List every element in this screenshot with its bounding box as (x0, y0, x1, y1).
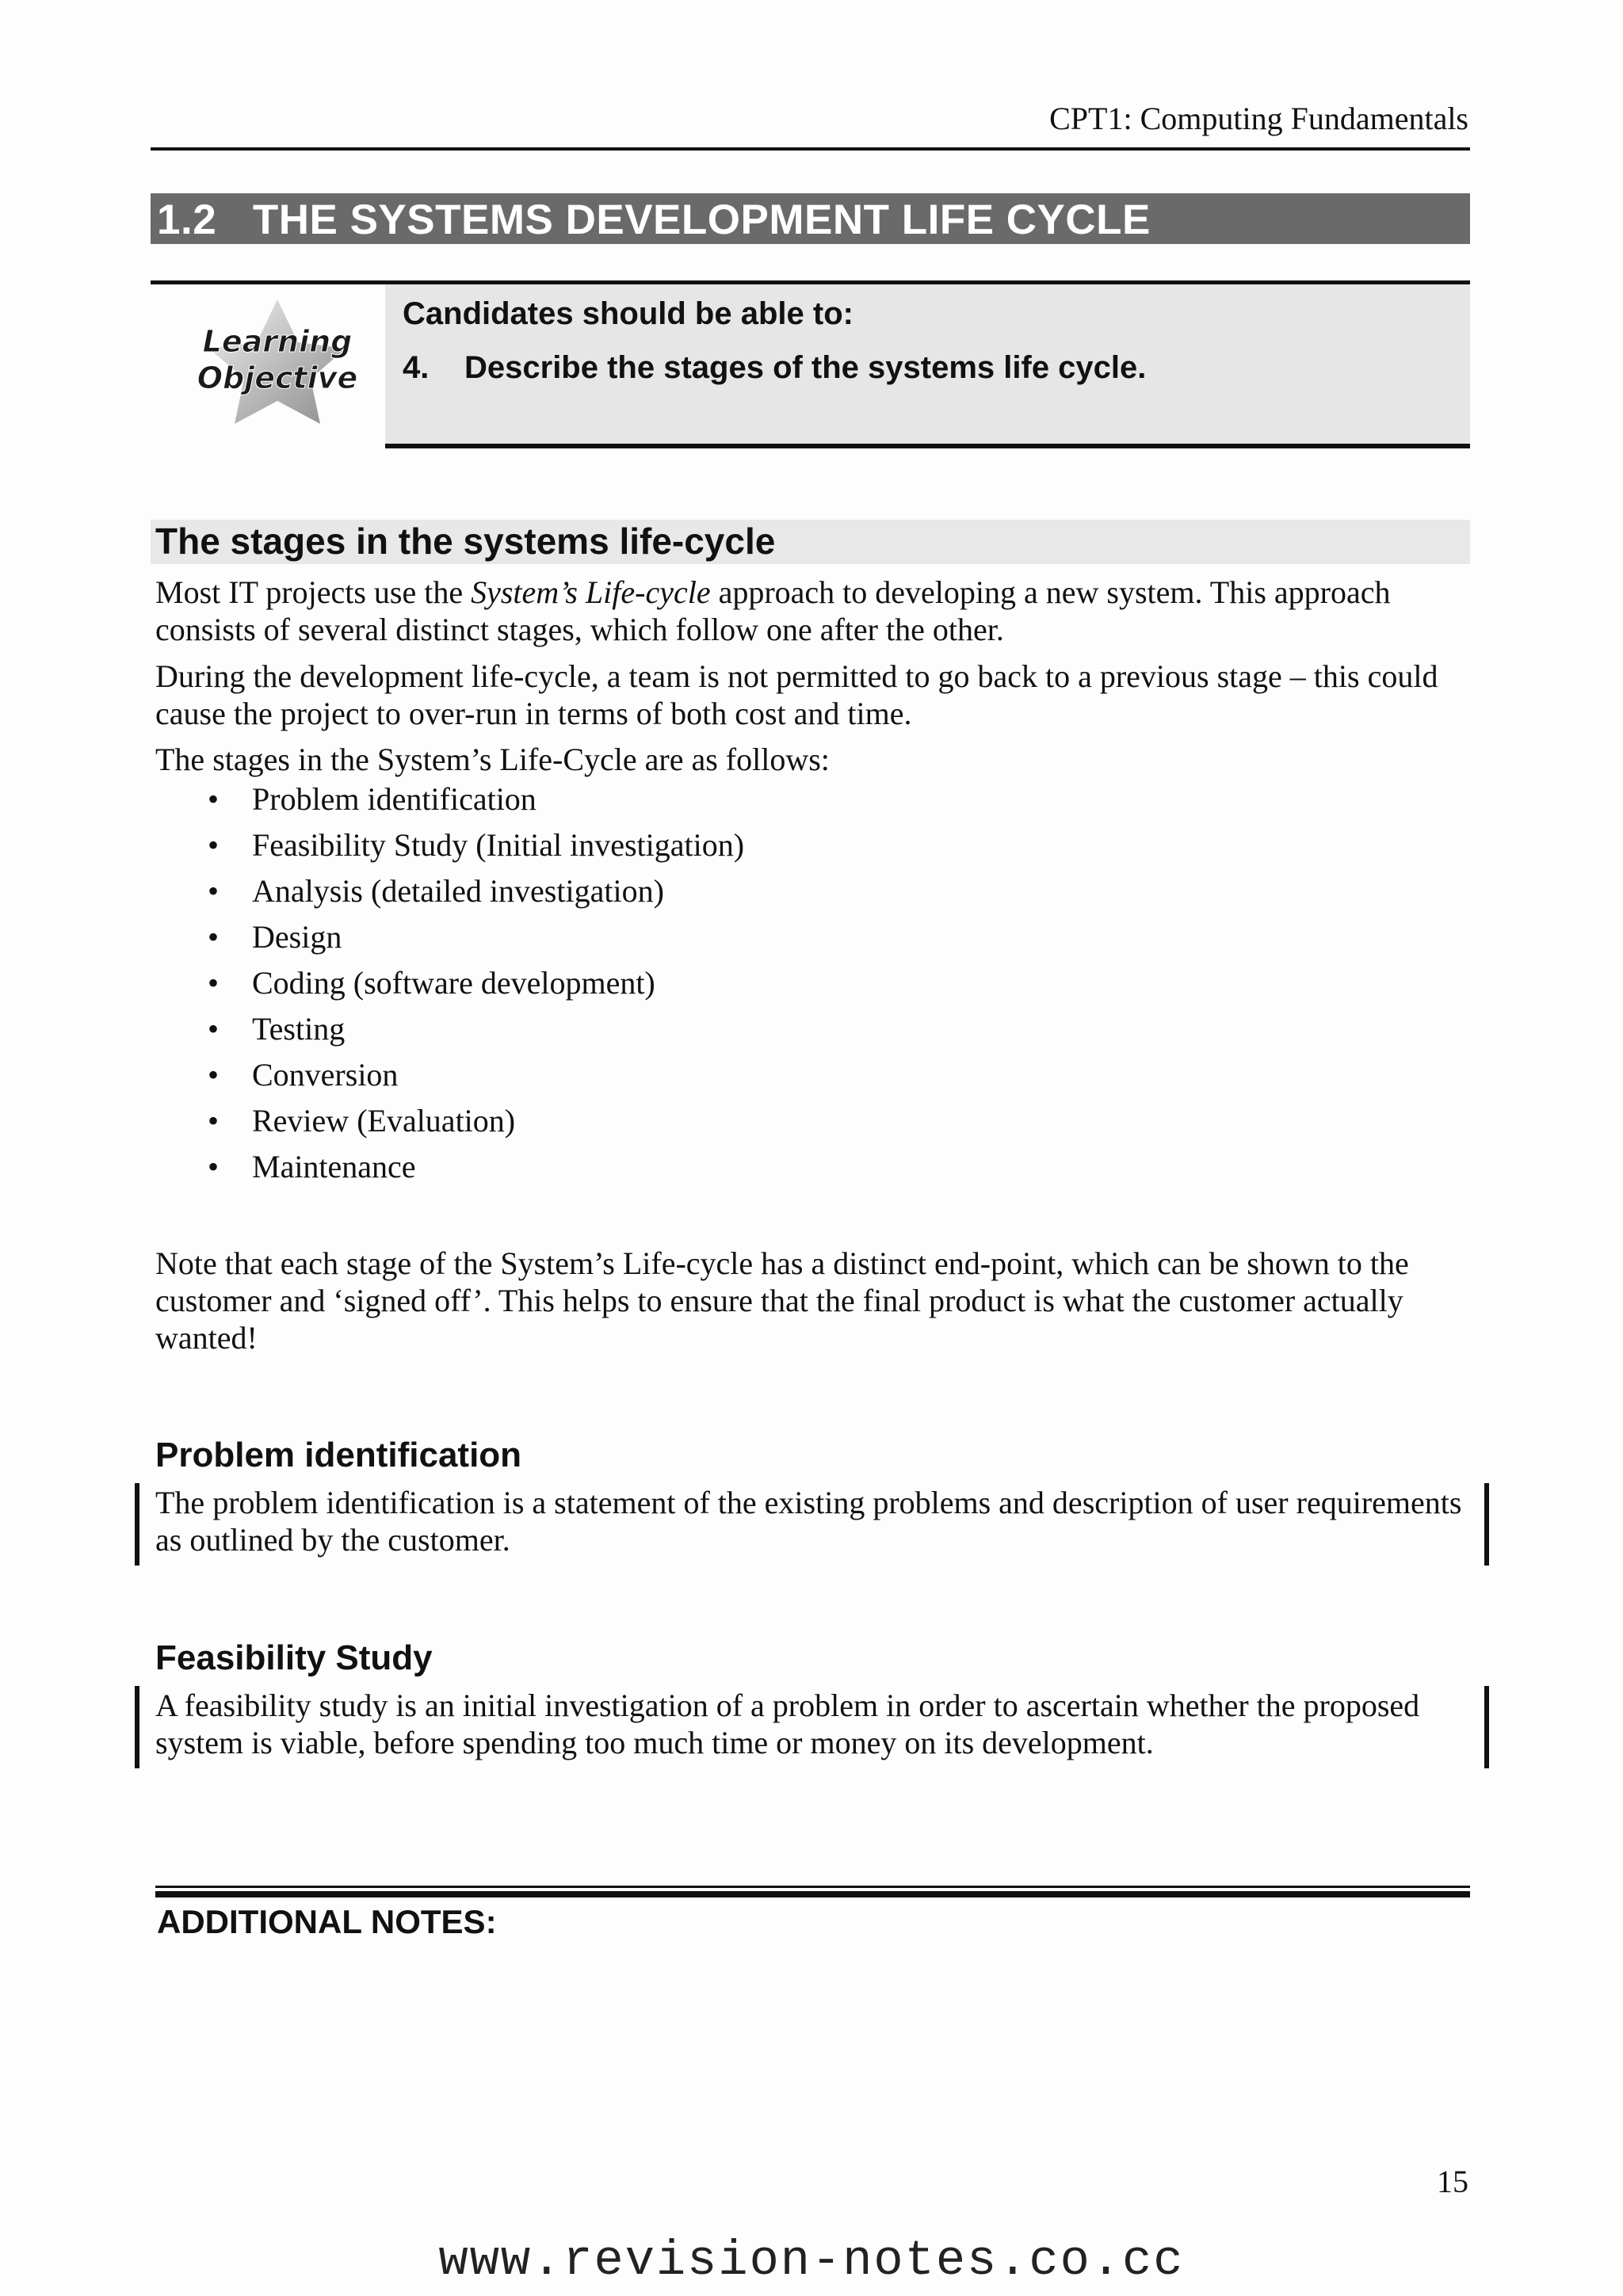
subheading: The stages in the systems life-cycle (155, 521, 776, 562)
problem-identification-heading: Problem identification (155, 1436, 522, 1474)
intro-text-start: Most IT projects use the (155, 574, 472, 610)
stage-label: Feasibility Study (Initial investigation) (252, 827, 745, 863)
additional-notes-heading: ADDITIONAL NOTES: (157, 1903, 497, 1940)
bullet-icon: • (208, 1011, 220, 1047)
stage-label: Coding (software development) (252, 965, 655, 1001)
objective-number: 4. (403, 350, 430, 385)
problem-identification-text: The problem identification is a statement of the existing problems and description of user requirements as outlined by the customer. (155, 1485, 1462, 1558)
stage-label: Design (252, 919, 342, 955)
bullet-icon: • (208, 827, 220, 863)
bullet-icon: • (208, 1149, 220, 1184)
bullet-icon: • (208, 781, 220, 817)
page-number: 15 (1437, 2164, 1468, 2199)
stage-list (0, 780, 1623, 1192)
intro-text-end: approach to developing a new system. This approach consists of several distinct stages, which follow one after the other. (155, 574, 1391, 647)
change-bar-right (1484, 1686, 1489, 1768)
feasibility-study-heading: Feasibility Study (155, 1638, 433, 1677)
logo-text-objective: Objective (197, 360, 358, 395)
notes-rule-thick (155, 1891, 1470, 1897)
constraint-paragraph: During the development life-cycle, a team is not permitted to go back to a previous stage – this could cause the project to over-run in terms of both cost and time. (155, 658, 1438, 731)
intro-paragraph (155, 574, 1471, 648)
objective-text: Describe the stages of the systems life cycle. (464, 350, 1147, 385)
logo-text-learning: Learning (202, 324, 353, 359)
section-title: 1.2 THE SYSTEMS DEVELOPMENT LIFE CYCLE (157, 196, 1151, 243)
stage-label: Analysis (detailed investigation) (252, 873, 664, 909)
objective-rule-bottom (385, 444, 1470, 448)
intro-italic-term: System’s Life-cycle (471, 574, 711, 610)
stages-lead-in: The stages in the System’s Life-Cycle are as follows: (155, 742, 830, 777)
stage-label: Maintenance (252, 1149, 416, 1184)
stage-label: Review (Evaluation) (252, 1103, 516, 1138)
change-bar-right (1484, 1483, 1489, 1566)
site-url: www.revision-notes.co.cc (438, 2233, 1185, 2289)
bullet-icon: • (208, 1103, 220, 1138)
running-head: CPT1: Computing Fundamentals (1049, 101, 1468, 136)
bullet-icon: • (208, 965, 220, 1001)
signoff-paragraph: Note that each stage of the System’s Life-cycle has a distinct end-point, which can be shown to the customer and ‘signed off’. This helps to ensure that the final product is what the customer actually wanted! (155, 1245, 1409, 1356)
bullet-icon: • (208, 873, 220, 909)
change-bar-left (135, 1686, 139, 1768)
stage-label: Testing (252, 1011, 346, 1047)
bullet-icon: • (208, 1057, 220, 1093)
bullet-icon: • (208, 919, 220, 955)
objective-intro: Candidates should be able to: (403, 296, 854, 331)
learning-objective-logo (190, 293, 365, 428)
header-rule (151, 147, 1470, 151)
notes-rule-thin (155, 1886, 1470, 1888)
stage-label: Conversion (252, 1057, 399, 1093)
change-bar-left (135, 1483, 139, 1566)
stage-label: Problem identification (252, 781, 537, 817)
feasibility-study-text: A feasibility study is an initial investigation of a problem in order to ascertain whether the proposed system is viable, before spending too much time or money on its development. (155, 1688, 1420, 1760)
